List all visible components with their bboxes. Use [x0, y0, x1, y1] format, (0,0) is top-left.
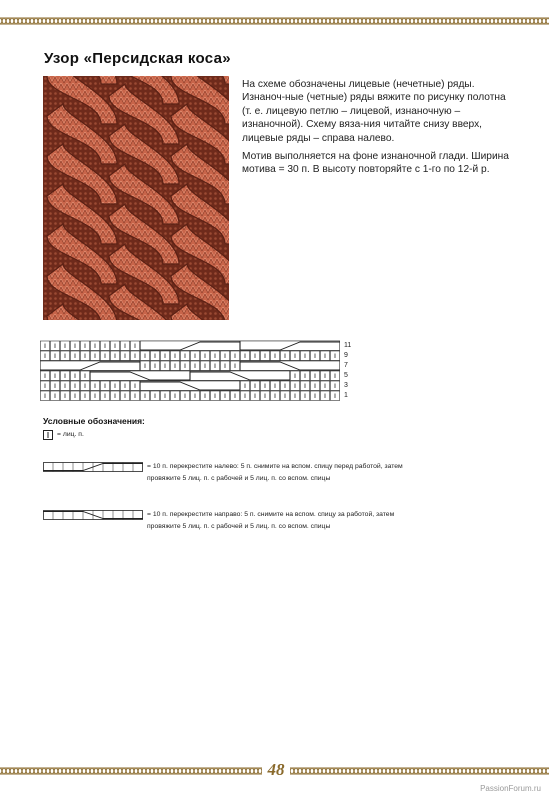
- top-border-ornament: [0, 16, 549, 26]
- legend-title: Условные обозначения:: [43, 416, 145, 426]
- page-number: 48: [262, 760, 290, 780]
- knitted-swatch-photo: [43, 76, 229, 320]
- description-paragraph-2: Мотив выполняется на фоне изнаночной глади. Ширина мотива = 30 п. В высоту повторяйте с 1-го по 12-й р.: [242, 151, 509, 176]
- knitting-chart: [40, 340, 356, 402]
- legend-cross-right-line2: провяжите 5 лиц. п. с рабочей и 5 лиц. п. со вспом. спицы: [147, 523, 331, 530]
- pattern-title: Узор «Персидская коса»: [44, 50, 231, 67]
- legend-cross-right-line1: = 10 п. перекрестите направо: 5 п. снимите на вспом. спицу за работой, затем: [147, 511, 395, 518]
- cross-left-symbol: [43, 462, 143, 472]
- legend-knit-text: = лиц. п.: [57, 431, 84, 438]
- legend-cross-left-line2: провяжите 5 лиц. п. с рабочей и 5 лиц. п. со вспом. спицы: [147, 475, 331, 482]
- description-paragraph-1: На схеме обозначены лицевые (нечетные) ряды. Изнаноч-ные (четные) ряды вяжите по рисунку полотна (т. е. лицевую петлю – лицевой, изнаночную – изнаночной). Схему вяза-ния читайте снизу вверх, лицевые ряды – справа налево.: [242, 79, 506, 144]
- knit-stitch-symbol: [43, 430, 53, 440]
- row-label-5: 5: [344, 372, 348, 379]
- row-label-11: 11: [344, 342, 352, 349]
- watermark: PassionForum.ru: [480, 784, 541, 793]
- pattern-description: [242, 78, 512, 182]
- row-label-1: 1: [344, 392, 348, 399]
- row-label-3: 3: [344, 382, 348, 389]
- cross-right-symbol: [43, 510, 143, 520]
- legend-cross-left-line1: = 10 п. перекрестите налево: 5 п. снимите на вспом. спицу перед работой, затем: [147, 463, 403, 470]
- row-label-7: 7: [344, 362, 348, 369]
- row-label-9: 9: [344, 352, 348, 359]
